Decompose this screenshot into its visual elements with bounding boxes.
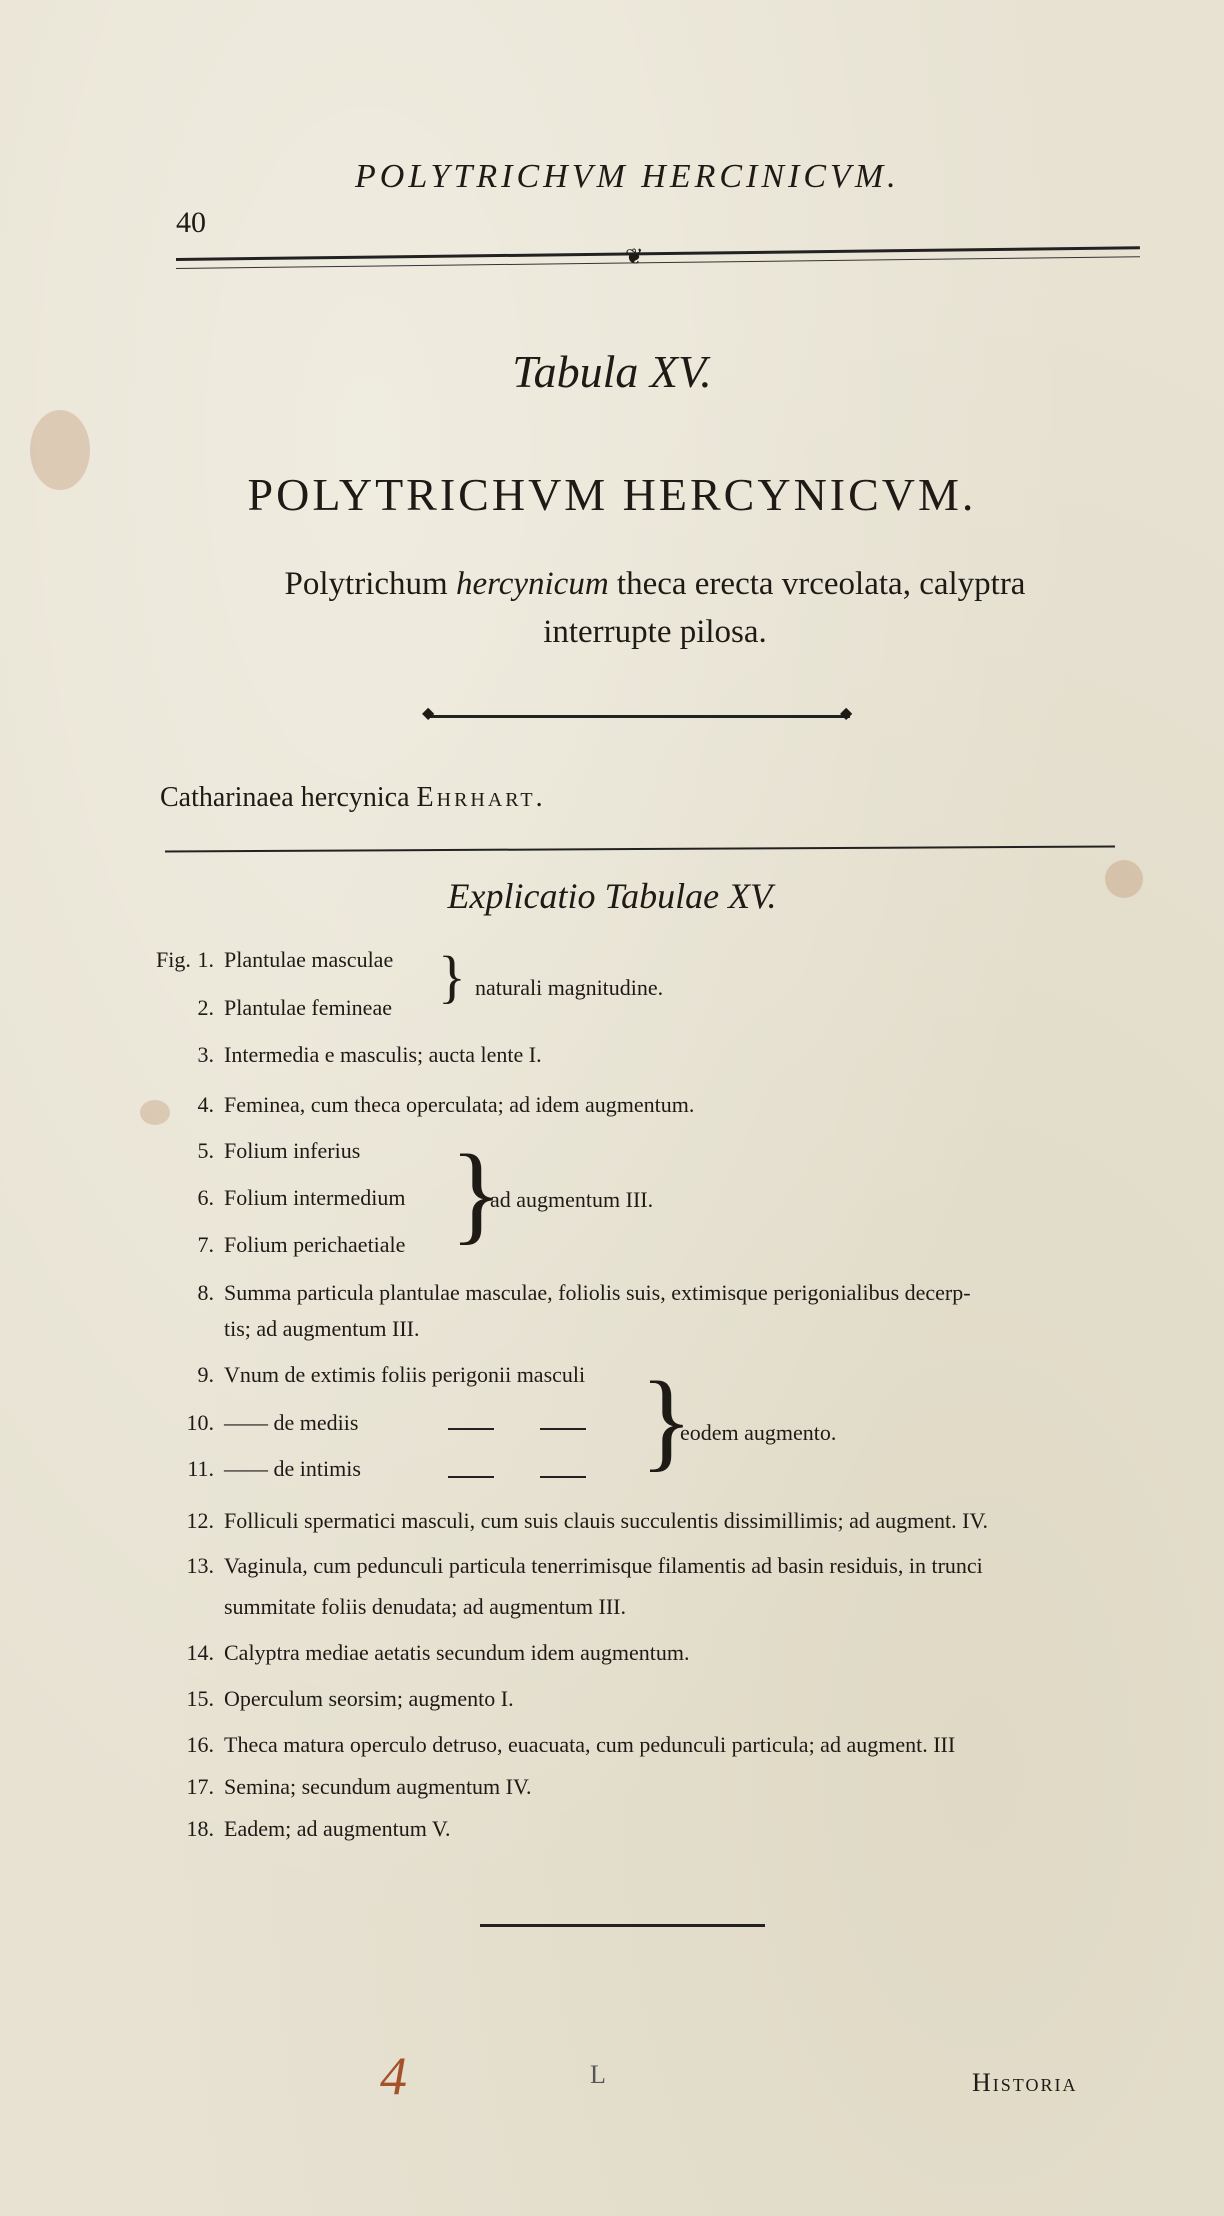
list-item: 6. Folium intermedium xyxy=(197,1185,406,1210)
brace-icon: } xyxy=(640,1359,693,1481)
ditto-mark xyxy=(540,1476,586,1478)
signature-mark: L xyxy=(590,2060,606,2089)
group-note: eodem augmento. xyxy=(680,1420,837,1445)
fig-label: Fig. xyxy=(156,947,191,972)
list-item: 2. Plantulae femineae xyxy=(197,995,392,1020)
list-item: 9. Vnum de extimis foliis perigonii masculi xyxy=(197,1362,586,1387)
running-head: POLYTRICHVM HERCINICVM. xyxy=(355,158,900,195)
rule-end-left-icon: ◆ xyxy=(422,705,435,722)
brace-icon: } xyxy=(438,944,466,1009)
explicatio-heading: Explicatio Tabulae XV. xyxy=(447,876,777,916)
list-item: tis; ad augmentum III. xyxy=(224,1316,420,1341)
list-item: 1. Plantulae masculae xyxy=(197,947,394,972)
ornament-rule xyxy=(430,715,850,718)
list-item: 17. Semina; secundum augmentum IV. xyxy=(186,1774,532,1799)
catchword: Historia xyxy=(972,2068,1078,2097)
brace-icon: } xyxy=(450,1132,503,1254)
list-item: 10. —— de mediis xyxy=(186,1410,359,1435)
synonym: Catharinaea hercynica Ehrhart. xyxy=(160,782,546,813)
paper-stain xyxy=(140,1100,170,1125)
list-item: 12. Folliculi spermatici masculi, cum suis clauis succulentis dissimillimis; ad augment. IV. xyxy=(186,1508,989,1533)
group-note: naturali magnitudine. xyxy=(475,975,664,1000)
ditto-mark xyxy=(448,1428,494,1430)
rule-end-right-icon: ◆ xyxy=(840,705,853,722)
list-item: 5. Folium inferius xyxy=(197,1138,361,1163)
list-item: 8. Summa particula plantulae masculae, foliolis suis, extimisque perigonialibus decerp- xyxy=(197,1280,971,1305)
list-item: 7. Folium perichaetiale xyxy=(197,1232,406,1257)
list-item: 13. Vaginula, cum pedunculi particula tenerrimisque filamentis ad basin residuis, in trunci xyxy=(186,1553,983,1578)
closing-rule xyxy=(480,1924,765,1927)
ditto-mark xyxy=(448,1476,494,1478)
species-title: POLYTRICHVM HERCYNICVM. xyxy=(247,469,977,520)
list-item: 14. Calyptra mediae aetatis secundum idem augmentum. xyxy=(186,1640,690,1665)
pencil-mark: 4 xyxy=(380,2046,407,2106)
list-item: 4. Feminea, cum theca operculata; ad idem augmentum. xyxy=(197,1092,695,1117)
group-note: ad augmentum III. xyxy=(490,1187,654,1212)
rule-ornament-icon: ❦ xyxy=(625,244,644,269)
list-item: 15. Operculum seorsim; augmento I. xyxy=(186,1686,514,1711)
plate-heading: Tabula XV. xyxy=(512,346,712,397)
list-item: 3. Intermedia e masculis; aucta lente I. xyxy=(197,1042,542,1067)
section-rule xyxy=(165,846,1115,853)
page-number: 40 xyxy=(176,206,206,239)
list-item: summitate foliis denudata; ad augmentum III. xyxy=(224,1594,627,1619)
list-item: 16. Theca matura operculo detruso, euacuata, cum pedunculi particula; ad augment. III xyxy=(186,1732,956,1757)
list-item: 11. —— de intimis xyxy=(187,1456,361,1481)
species-description: Polytrichum hercynicum theca erecta vrceolata, calyptra interrupte pilosa. xyxy=(284,566,1026,650)
ditto-mark xyxy=(540,1428,586,1430)
list-item: 18. Eadem; ad augmentum V. xyxy=(186,1816,451,1841)
